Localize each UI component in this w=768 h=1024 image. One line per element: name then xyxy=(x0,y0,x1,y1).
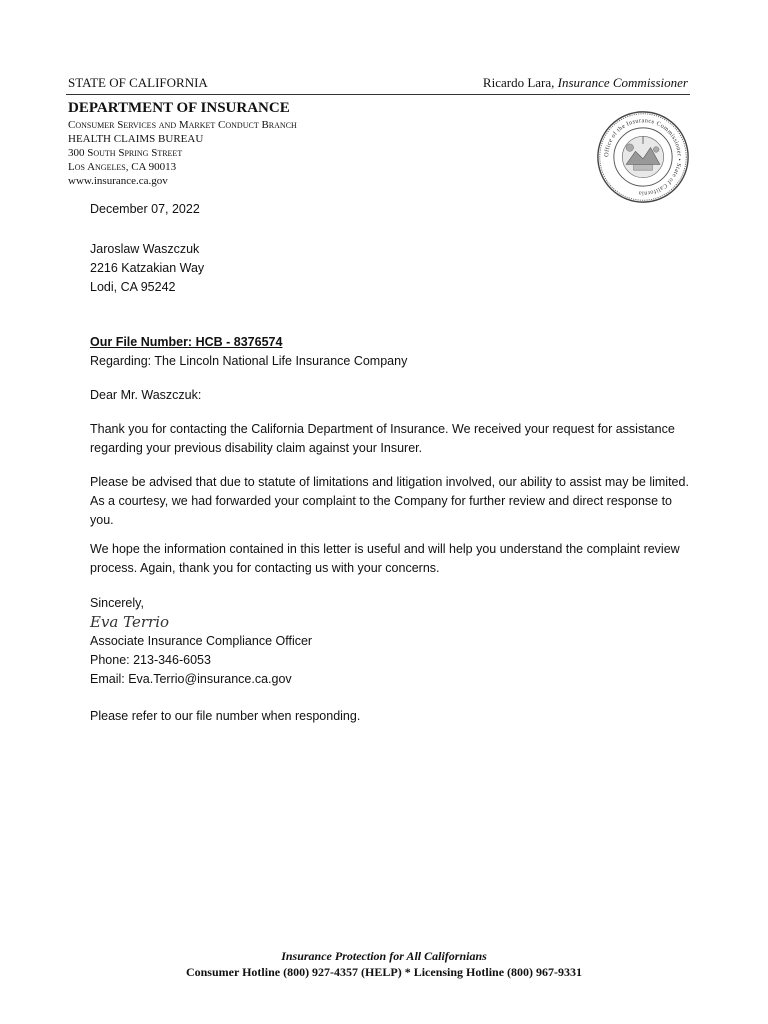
footer-hotlines: Consumer Hotline (800) 927-4357 (HELP) * Licensing Hotline (800) 967-9331 xyxy=(185,965,583,979)
commissioner-line xyxy=(483,75,688,91)
department-title: DEPARTMENT OF INSURANCE xyxy=(68,100,290,116)
regarding-line: Regarding: The Lincoln National Life Insurance Company xyxy=(90,354,408,368)
paragraph-1: Thank you for contacting the California Department of Insurance. We received your request for assistance regarding your previous disability claim against your Insurer. xyxy=(90,422,675,455)
signer-email[interactable]: Email: Eva.Terrio@insurance.ca.gov xyxy=(90,672,292,686)
paragraph-2: Please be advised that due to statute of limitations and litigation involved, our ability to assist may be limited. As a courtesy, we had forwarded your complaint to the Company for further review and direct response to you. xyxy=(90,475,689,527)
letter-date: December 07, 2022 xyxy=(90,202,200,216)
commissioner-title: Insurance Commissioner xyxy=(557,75,688,90)
file-number: Our File Number: HCB - 8376574 xyxy=(90,335,283,349)
state-label: STATE OF CALIFORNIA xyxy=(68,75,208,90)
letter-body xyxy=(90,200,690,726)
city-line: Los Angeles, CA 90013 xyxy=(68,161,177,173)
branch-line: Consumer Services and Market Conduct Branch xyxy=(68,119,297,131)
signer-title: Associate Insurance Compliance Officer xyxy=(90,634,313,648)
department-seal-icon xyxy=(596,110,690,204)
signer-phone: Phone: 213-346-6053 xyxy=(90,653,211,667)
paragraph-3: We hope the information contained in this letter is useful and will help you understand the complaint review process. Again, thank you for contacting us with your concerns. xyxy=(90,542,680,575)
recipient-city: Lodi, CA 95242 xyxy=(90,280,176,294)
recipient-name: Jaroslaw Waszczuk xyxy=(90,242,200,256)
reference-note: Please refer to our file number when responding. xyxy=(90,709,361,723)
footer-tagline: Insurance Protection for All Californians xyxy=(281,949,487,963)
seal-text: Office of the Insurance Commissioner • State of California xyxy=(603,117,683,197)
salutation: Dear Mr. Waszczuk: xyxy=(90,388,202,402)
department-address xyxy=(68,118,297,188)
recipient-street: 2216 Katzakian Way xyxy=(90,261,205,275)
signature: Eva Terrio xyxy=(90,613,170,631)
commissioner-name: Ricardo Lara, xyxy=(482,75,558,90)
website-link[interactable]: www.insurance.ca.gov xyxy=(68,175,168,187)
header-rule xyxy=(66,94,690,95)
closing: Sincerely, xyxy=(90,596,144,610)
bureau-line: HEALTH CLAIMS BUREAU xyxy=(68,133,204,145)
street-line: 300 South Spring Street xyxy=(68,147,183,159)
footer xyxy=(0,948,768,980)
